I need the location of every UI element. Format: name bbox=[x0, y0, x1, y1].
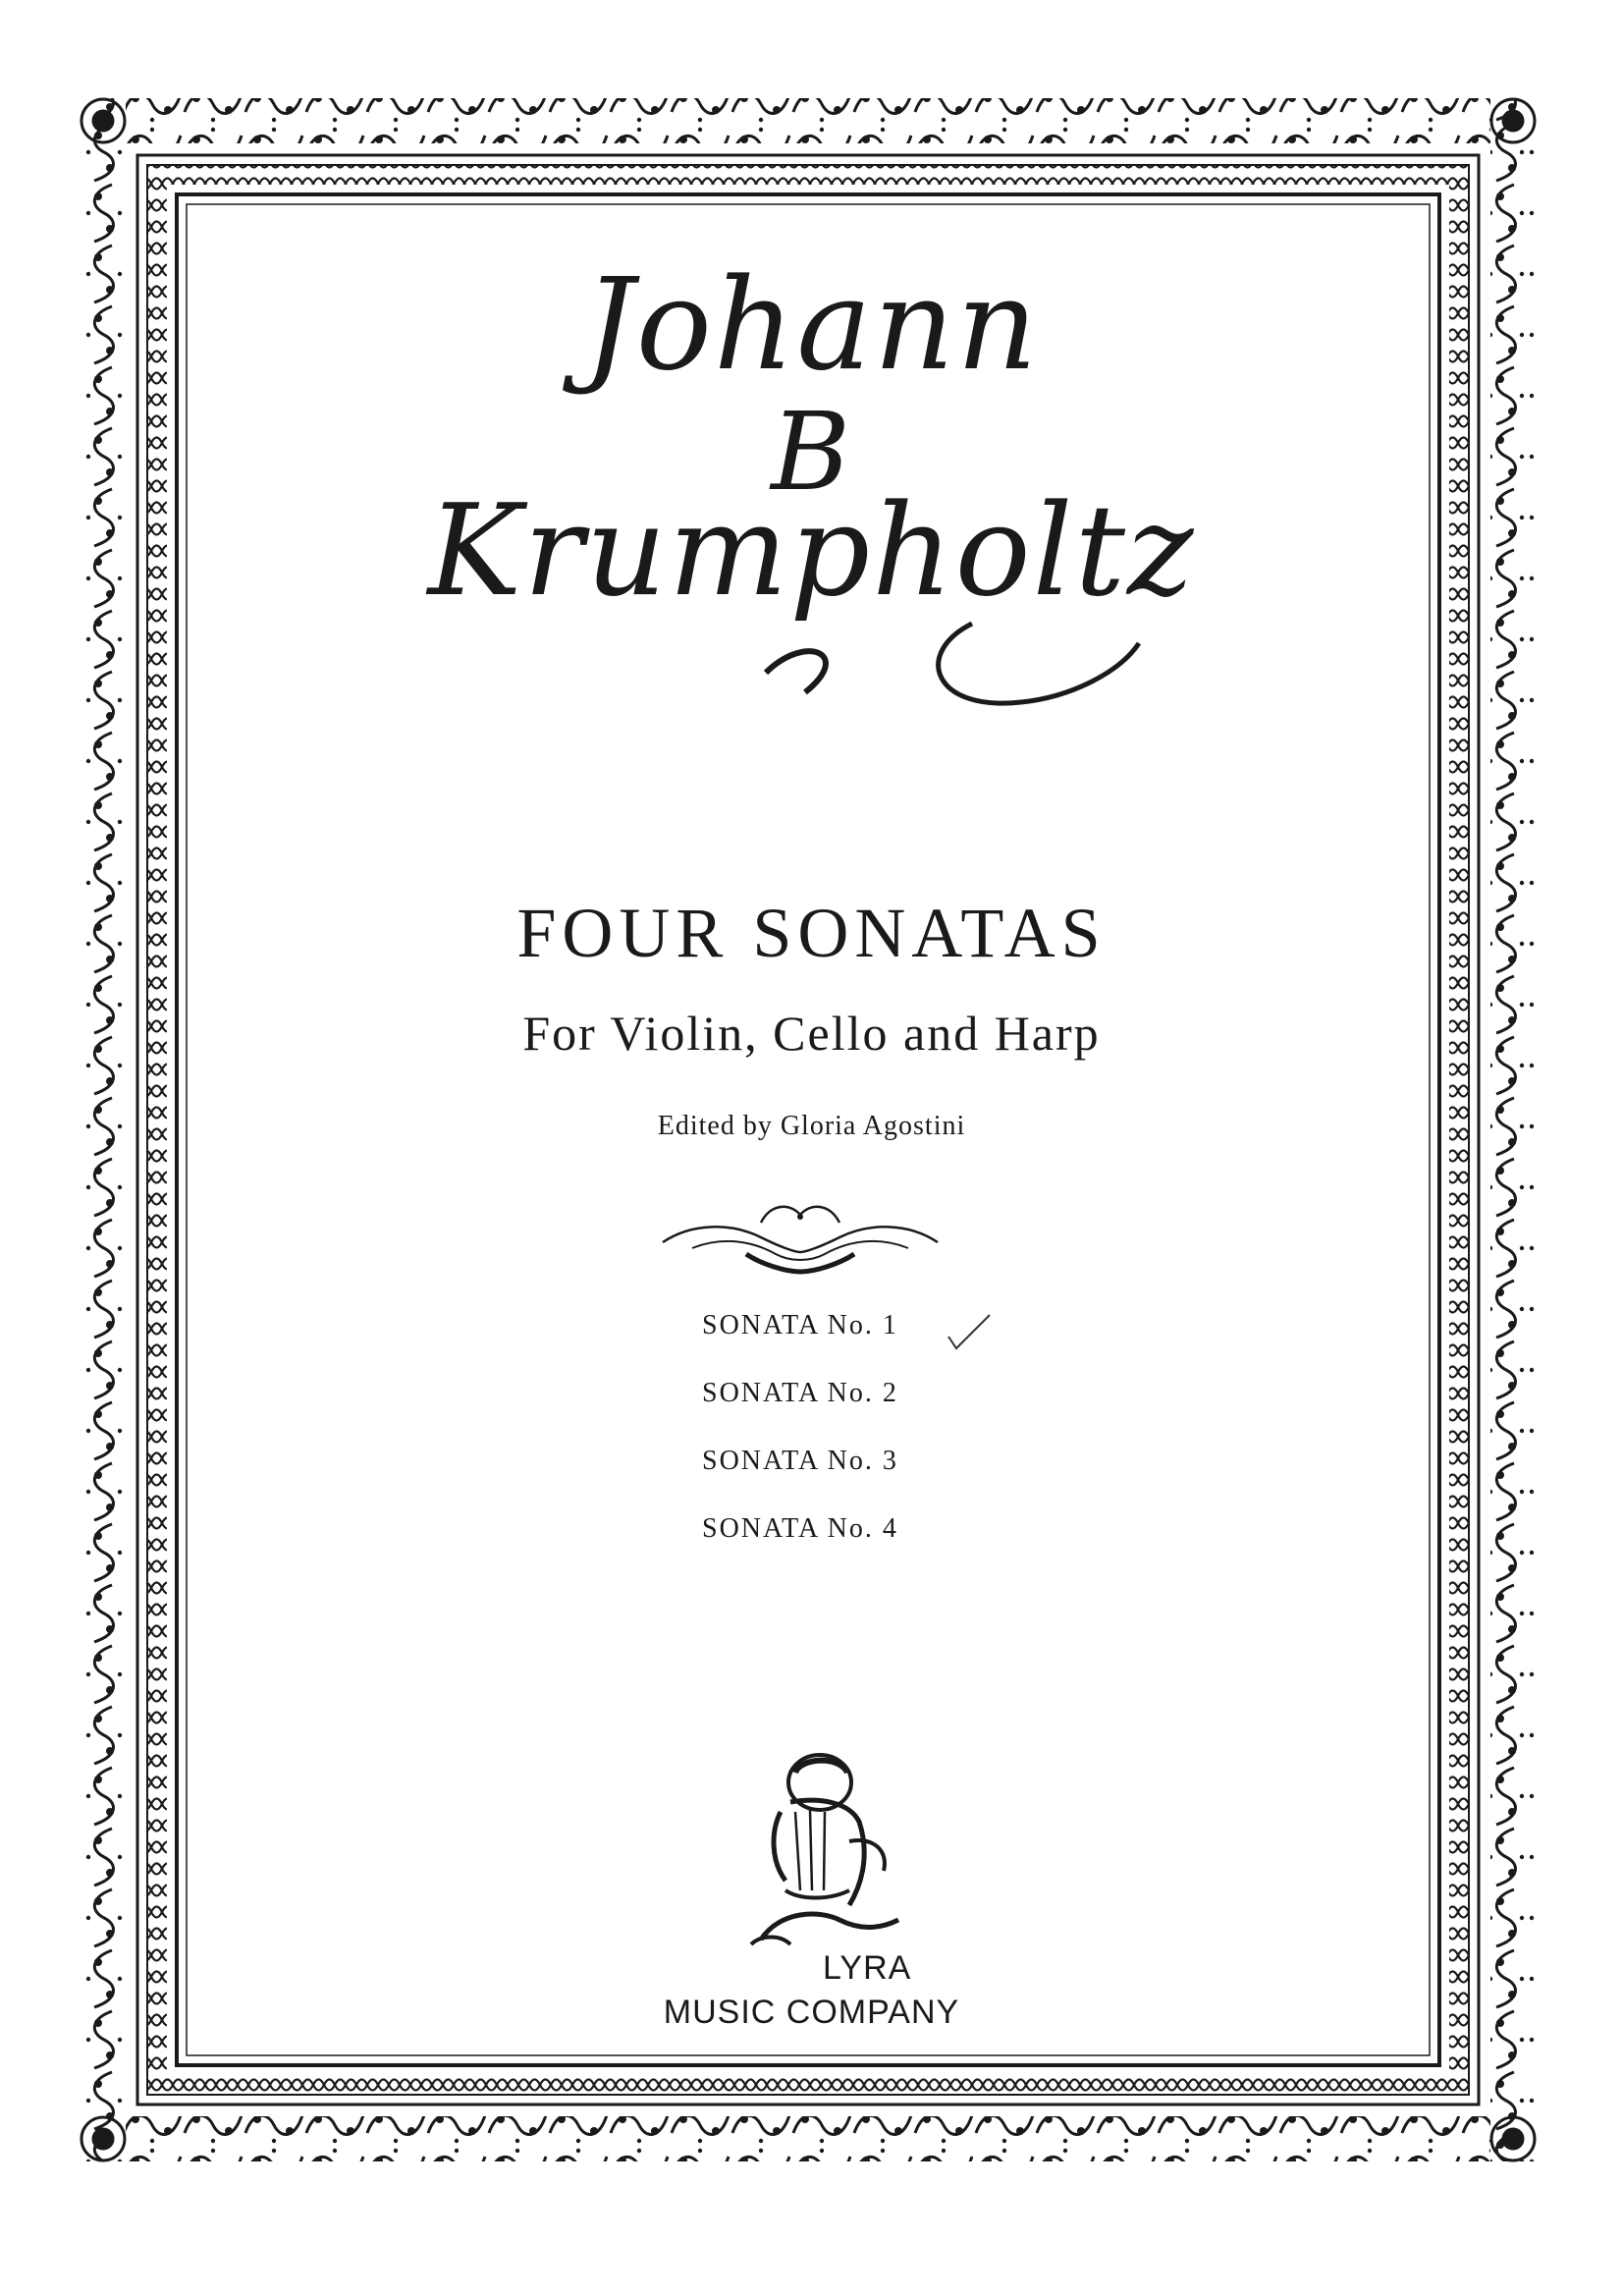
publisher-name: LYRA bbox=[823, 1949, 912, 1987]
composer-first-name: Johann bbox=[583, 252, 1040, 399]
list-item: SONATA No. 2 bbox=[702, 1378, 898, 1408]
editor-credit: Edited by Gloria Agostini bbox=[657, 1111, 966, 1141]
calligraphy-flourish-icon bbox=[746, 614, 1159, 722]
list-item: SONATA No. 1 bbox=[702, 1310, 898, 1340]
page-title: FOUR SONATAS bbox=[516, 894, 1107, 972]
subtitle: For Violin, Cello and Harp bbox=[522, 1006, 1101, 1061]
scroll-ornament-icon bbox=[653, 1193, 947, 1282]
cherub-with-lyre-logo-icon bbox=[702, 1743, 918, 1959]
composer-initial: B bbox=[771, 389, 852, 515]
publisher-company: MUSIC COMPANY bbox=[663, 1994, 960, 2031]
composer-last-name: Krumpholtz bbox=[427, 478, 1196, 625]
list-item: SONATA No. 4 bbox=[702, 1513, 898, 1544]
handwritten-check-icon bbox=[945, 1311, 994, 1355]
sonata-list bbox=[702, 1306, 898, 1577]
list-item: SONATA No. 3 bbox=[702, 1446, 898, 1476]
